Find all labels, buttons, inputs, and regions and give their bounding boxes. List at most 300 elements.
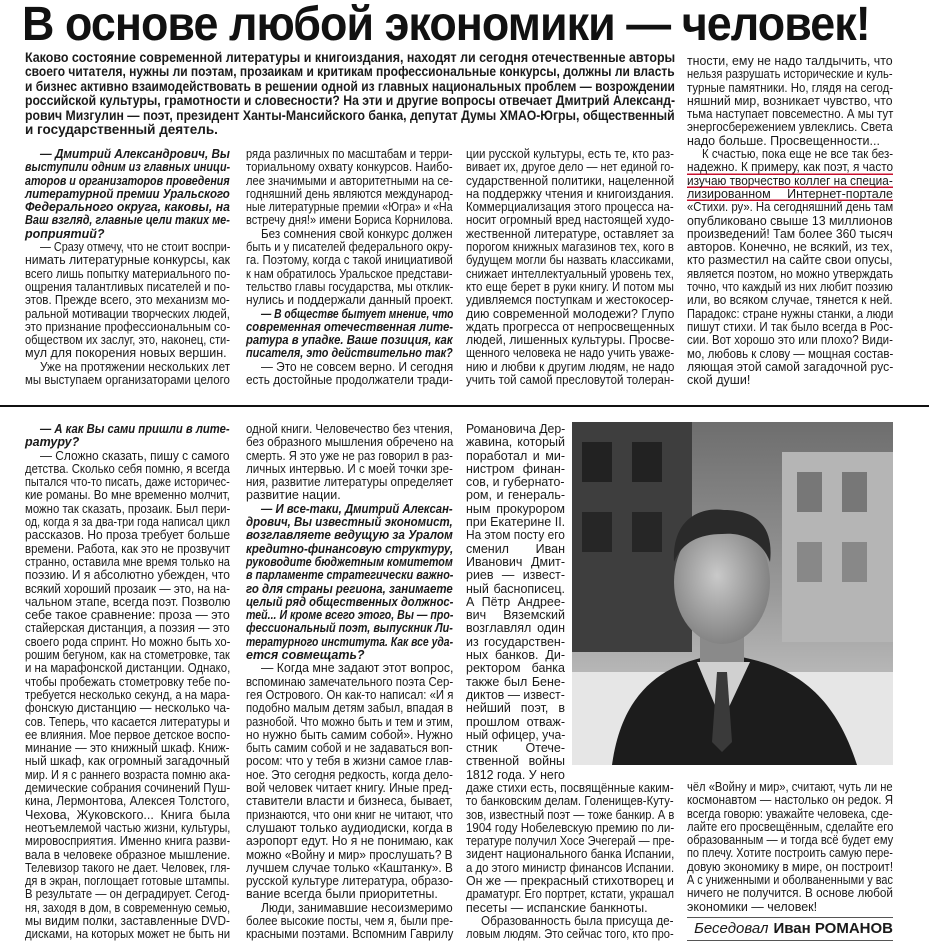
text-line: [687, 874, 893, 887]
text-line: [25, 175, 230, 188]
text-line-content: няшний мир, возникает чувство, что: [687, 93, 893, 108]
text-line: [466, 175, 674, 188]
text-line: [25, 109, 675, 123]
text-line-content: своего читателя, нужны ли поэтам, прозаикам и критикам профессиональные конкурсы, должны ли власть: [25, 64, 675, 80]
text-line: [466, 716, 565, 729]
text-line: [687, 294, 893, 307]
text-line: [466, 201, 674, 214]
text-line-content: произведений! Там более 360 тысяч: [687, 226, 893, 241]
paragraph: [246, 228, 453, 308]
text-line-content: ных банков. Ди-: [466, 648, 565, 663]
text-line: [687, 161, 893, 174]
text-line: [687, 887, 893, 900]
top-column-1: [25, 148, 230, 387]
text-line-content: Он же — прекрасный стихотворец и: [466, 874, 674, 889]
text-line-content: ее влияния. Мое первое детское воспо-: [25, 727, 231, 742]
text-line: [466, 795, 674, 808]
text-line-content: ничего не получится. В основе любой: [687, 886, 893, 901]
text-line: [246, 609, 453, 622]
text-line-content: вивает их, другое дело — нет единой го-: [466, 160, 674, 175]
text-line-content: современная отечественная лите-: [246, 319, 454, 334]
text-line: [246, 516, 453, 529]
text-line: [25, 543, 230, 556]
bottom-column-1: [25, 423, 230, 942]
text-line: [25, 782, 230, 795]
text-line-content: дрович, Вы известный экономист,: [246, 515, 453, 530]
text-line-content: ственной войны: [466, 754, 565, 769]
text-line-content: аторов и организаторов проведения: [25, 173, 230, 188]
text-line-content: поработал и ми-: [466, 448, 565, 463]
text-line-content: ное. Это сегодня редкость, когда дело-: [246, 767, 453, 782]
text-line: [246, 622, 453, 635]
text-line: [246, 822, 453, 835]
text-line-content: тельство главы государства, мы отклик-: [246, 279, 454, 294]
text-line-content: росом: что у тебя в жизни самое глав-: [246, 754, 453, 769]
text-line: [466, 822, 674, 835]
text-line-content: ждать прогресса от непросвещенных: [466, 319, 675, 334]
text-line: [25, 463, 230, 476]
text-line: [25, 609, 230, 622]
text-line: [687, 834, 893, 847]
text-line-content: К счастью, пока еще не все так без-: [702, 147, 894, 162]
text-line-content: мы выступаем организаторами целого: [25, 373, 230, 388]
paragraph: [246, 902, 453, 942]
text-line: [246, 161, 453, 174]
text-line-content: мировосприятия. Именно книга разви-: [25, 834, 231, 849]
text-line-content: ториальному охвату конкурсов. Наибо-: [246, 160, 453, 175]
headline: В основе любой экономики — человек!: [22, 0, 870, 51]
text-line: [25, 148, 230, 161]
text-line: [25, 450, 230, 463]
text-line: [25, 423, 230, 436]
text-line: [466, 374, 674, 387]
text-line-content: дию современной молодежи? Глупо: [466, 306, 675, 321]
text-line: [25, 915, 230, 928]
text-line: [466, 609, 565, 622]
paragraph: [687, 781, 893, 914]
text-line-content: руководите бюджетным комитетом: [246, 554, 453, 569]
text-line-content: 1812 года. У него: [466, 767, 565, 782]
text-line-content: ляющая этой самой загадочной рус-: [687, 359, 894, 374]
text-line: [466, 676, 565, 689]
text-line-content: од, когда я за два-три года написал цикл: [25, 515, 230, 530]
text-line-content: неотъемлемой частью жизни, культуры,: [25, 820, 231, 835]
text-line: [466, 662, 565, 675]
text-line-content: А с униженными и оболваненными у вас: [687, 873, 893, 888]
text-line-content: чёл «Войну и мир», считают, чуть ли не: [687, 780, 893, 794]
text-line-content: разнобой. Что можно быть и тем и этим,: [246, 714, 454, 729]
text-line: [687, 321, 893, 334]
text-line: [246, 676, 453, 689]
text-line: [246, 888, 453, 901]
text-line: [466, 463, 565, 476]
text-line: [466, 862, 674, 875]
text-line: [466, 254, 674, 267]
text-line: [466, 161, 674, 174]
text-line: [466, 241, 674, 254]
question-paragraph: [25, 423, 230, 450]
text-line-content: Телевизор такого не дает. Человек, гля-: [25, 860, 231, 875]
paragraph: [246, 361, 453, 388]
text-line: [25, 769, 230, 782]
text-line: [466, 875, 674, 888]
text-line: [246, 201, 453, 214]
text-line-content: сударственной политики, нацеленной: [466, 173, 675, 188]
text-line: [25, 636, 230, 649]
text-line: [246, 915, 453, 928]
text-line-content: ратуру?: [25, 435, 80, 450]
paragraph: [246, 423, 453, 503]
text-line: [466, 742, 565, 755]
text-line: [466, 423, 565, 436]
text-line-content: есть достойные продолжатели тради-: [246, 373, 453, 388]
text-line-content: жавина, который: [466, 435, 565, 450]
text-line-content: себе такое сравнение: проза — это: [25, 608, 230, 623]
text-line: [246, 636, 453, 649]
text-line: [466, 268, 674, 281]
text-line-content: чтобы пробежать стометровку тебе по-: [25, 674, 231, 689]
text-line-content: щенного человека не надо учить уваже-: [466, 346, 675, 361]
text-line: [25, 755, 230, 768]
text-line-content: российской культуры, грамотности и словесности? На эти и другие вопросы отвечает Дмитрий Александ-: [25, 93, 676, 109]
text-line: [25, 902, 230, 915]
lead-paragraph: [25, 51, 675, 137]
text-line-content: Чехова, Жуковского... Книга была: [25, 807, 230, 822]
text-line-content: — И все-таки, Дмитрий Алексан-: [261, 501, 453, 516]
text-line: [466, 214, 674, 227]
text-line-content: целый ряд общественных должнос-: [246, 594, 454, 609]
paragraph: [25, 51, 675, 137]
text-line-content: будущем могли бы назвать классиками,: [466, 253, 675, 268]
text-line-content: удивляемся поступкам и жестокосер-: [466, 293, 674, 308]
text-line: [25, 241, 230, 254]
text-line: [246, 175, 453, 188]
text-line-content: ральной мотивации творческих людей,: [25, 306, 230, 321]
text-line-content: мо, любовь к слову — мощная состав-: [687, 346, 894, 361]
text-line-content: то банковским делам. Голенищев-Куту-: [466, 794, 674, 809]
text-line-content: из государствен-: [466, 634, 565, 649]
paragraph: [466, 915, 674, 942]
text-line-content: ня, заходя в дом, в современную семью,: [25, 900, 231, 915]
text-line: [466, 928, 674, 941]
text-line-content: ный офицер, уча-: [466, 727, 566, 742]
text-line-content: мы видим полки, заставленные DVD-: [25, 913, 230, 928]
text-line-content: — Когда мне задают этот вопрос,: [261, 661, 454, 676]
text-line-content: к нам обратилось Уральское представи-: [246, 266, 453, 281]
text-line-content: рассказов. Но проза требует больше: [25, 528, 231, 543]
paragraph: [466, 423, 565, 782]
text-line: [687, 348, 893, 361]
text-line-content: экономики — человек!: [687, 899, 818, 914]
text-line-content: точно, что каждый из них любит поэзию: [687, 280, 893, 295]
text-line-content: — Сложно сказать, пишу с самого: [40, 448, 230, 463]
text-line-content: этов. Прежде всего, это механизм мо-: [25, 293, 230, 308]
text-line: [687, 821, 893, 834]
text-line-content: драматург. Его портрет, кстати, украшал: [466, 887, 674, 902]
text-line-content: кто разместил на сайте свои опусы,: [687, 253, 893, 268]
text-line: [246, 489, 453, 502]
text-line-content: возглавляете ведущую за Уралом: [246, 528, 453, 543]
top-column-4: [687, 55, 893, 387]
text-line-content: ратура в упадке. Ваше позиция, как: [246, 333, 453, 348]
text-line-content: ощрения талантливых писателей и по-: [25, 279, 230, 294]
text-line: [25, 65, 675, 79]
text-line: [466, 294, 674, 307]
text-line-content: аэропорт едут. Но я не понимаю, как: [246, 834, 453, 849]
text-line: [25, 80, 675, 94]
text-line-content: сов. Теперь, что касается литературы и: [25, 714, 230, 729]
text-line: [466, 848, 674, 861]
text-line-content: вала в человеке образное мышление.: [25, 847, 231, 862]
text-line-content: А Пётр Андрее-: [466, 594, 565, 609]
text-line: [25, 809, 230, 822]
text-line-content: тности, ему не надо талдычить, что: [687, 54, 893, 68]
text-line: [246, 294, 453, 307]
text-line-content: сов, и губернато-: [466, 475, 565, 490]
text-line-content: нельзя разрушать исторические и куль-: [687, 67, 893, 82]
text-line: [687, 201, 893, 214]
text-line-content: смерть. Я это уже не раз говорил в раз-: [246, 448, 453, 463]
text-line: [246, 742, 453, 755]
text-line-content: Без сомнения свой конкурс должен: [261, 226, 453, 241]
text-line-content: демические собрания сочинений Пуш-: [25, 781, 231, 796]
text-line: [25, 374, 230, 387]
text-line-content: требуется несколько секунд, а на мара-: [25, 687, 230, 702]
text-line: [246, 583, 453, 596]
text-line-content: времени. Работа, как это не прозвучит: [25, 541, 231, 556]
text-line: [466, 556, 565, 569]
byline: [687, 917, 893, 941]
text-line: [246, 436, 453, 449]
text-line-content: ром, и генераль-: [466, 488, 565, 503]
text-line: [687, 901, 893, 914]
text-line: [466, 649, 565, 662]
text-line-content: кина, Лермонтова, Алексея Толстого,: [25, 794, 230, 809]
text-line-content: нейший поэт, в: [466, 701, 565, 716]
text-line-content: вой человек читает книгу. Иные пред-: [246, 781, 453, 796]
text-line: [25, 689, 230, 702]
text-line: [246, 334, 453, 347]
paragraph: [687, 148, 893, 387]
text-line-content: надежно. К примеру, как поэт, я часто: [687, 160, 894, 175]
text-line: [466, 782, 674, 795]
text-line-content: довую экономику в мире, он построит!: [687, 859, 894, 874]
text-line: [687, 241, 893, 254]
text-line-content: Романовича Дер-: [466, 422, 566, 436]
text-line-content: сменил Иван: [466, 541, 565, 556]
text-line: [687, 808, 893, 821]
text-line: [466, 228, 674, 241]
text-line-content: надо больше. Просвещенности...: [687, 133, 880, 148]
text-line: [466, 902, 674, 915]
text-line: [246, 254, 453, 267]
text-line-content: нистром финан-: [466, 461, 565, 476]
text-line-content: риев — извест-: [466, 568, 565, 583]
text-line: [466, 347, 674, 360]
text-line: [687, 148, 893, 161]
text-line-content: рович Мизгулин — поэт, президент Ханты-Мансийского банка, депутат Думы ХМАО-Югры, общественный: [25, 107, 675, 123]
text-line: [25, 516, 230, 529]
text-line: [466, 476, 565, 489]
text-line-content: даже стихи есть, посвящённые каким-: [466, 781, 674, 795]
text-line: [466, 583, 565, 596]
text-line-content: чальном этапе, всегда поэт. Позволю: [25, 594, 231, 609]
text-line-content: мир. И я с раннего возраста помню ака-: [25, 767, 231, 782]
paragraph: [25, 450, 230, 942]
text-line: [466, 755, 565, 768]
text-line-content: учить той самой пресловутой толеран-: [466, 373, 675, 388]
text-line-content: выступили одним из главных иници-: [25, 160, 231, 175]
text-line-content: более высокие посты, чем я, были пре-: [246, 913, 453, 928]
text-line: [687, 188, 893, 201]
text-line: [246, 361, 453, 374]
text-line-content: но нужно быть самим собой». Нужно: [246, 727, 453, 742]
paragraph: [25, 241, 230, 361]
text-line-content: ется совмещать?: [246, 648, 365, 663]
text-line: [25, 334, 230, 347]
text-line-content: нулись и поддержали данный проект.: [246, 293, 454, 308]
byline-author: Иван РОМАНОВ: [773, 920, 893, 937]
text-line: [246, 875, 453, 888]
text-line: [687, 95, 893, 108]
text-line-content: сии. Вот хорошо это или плохо? Види-: [687, 333, 893, 348]
text-line: [246, 308, 453, 321]
text-line: [246, 214, 453, 227]
text-line-content: нию и любви к другим людям, не надо: [466, 359, 675, 374]
text-line-content: ным прокурором: [466, 501, 565, 516]
text-line: [25, 254, 230, 267]
text-line: [246, 782, 453, 795]
text-line: [246, 321, 453, 334]
text-line: [246, 662, 453, 675]
text-line-content: ции русской культуры, есть те, кто раз-: [466, 147, 674, 161]
text-line: [466, 281, 674, 294]
text-line: [25, 281, 230, 294]
text-line: [246, 569, 453, 582]
text-line: [25, 94, 675, 108]
text-line-content: фонскую дистанцию — несколько ча-: [25, 701, 230, 716]
text-line: [246, 689, 453, 702]
text-line: [246, 849, 453, 862]
text-line: [687, 861, 893, 874]
text-line-content: всякий хороший прозаик — это, на на-: [25, 581, 230, 596]
text-line: [466, 321, 674, 334]
text-line: [25, 321, 230, 334]
text-line-content: ные литературные премии «Югра» и «На: [246, 200, 453, 215]
paragraph: [466, 148, 674, 387]
text-line: [246, 795, 453, 808]
text-line: [246, 755, 453, 768]
text-line: [246, 374, 453, 387]
text-line-content: быть и у писателей федерального окру-: [246, 240, 453, 255]
text-line-content: ния, развитие литературы определяет: [246, 475, 454, 490]
text-line-content: можно так сказать, прозаик. Был пери-: [25, 501, 231, 516]
text-line-content: тей... И кроме всего этого, Вы — про-: [246, 608, 454, 623]
text-line-content: — Дмитрий Александрович, Вы: [40, 147, 230, 161]
text-line: [25, 294, 230, 307]
text-line-content: быть самим собой и не задаваться воп-: [246, 741, 453, 756]
text-line: [246, 835, 453, 848]
text-line-content: лучшем случае только «Каштанку». В: [246, 860, 453, 875]
text-line: [466, 503, 565, 516]
text-line-content: тературе получил Хосе Эчегерай — пре-: [466, 834, 675, 849]
text-line: [466, 361, 674, 374]
text-line: [25, 214, 230, 227]
text-line: [687, 228, 893, 241]
text-line-content: тературного института. Как все уда-: [246, 634, 454, 649]
text-line: [466, 516, 565, 529]
text-line-content: образованным — и тогда всё будет ему: [687, 833, 894, 848]
text-line-content: поэзию. И я абсолютно убежден, что: [25, 568, 230, 583]
paragraph: [687, 55, 893, 148]
text-line-content: своего рода спринт. Но можно быть хо-: [25, 634, 231, 649]
text-line-content: является поэтом, но можно утверждать: [687, 266, 894, 281]
text-line-content: ректором банка: [466, 661, 565, 676]
text-line: [25, 716, 230, 729]
question-paragraph: [246, 503, 453, 663]
text-line: [687, 82, 893, 95]
text-line-content: это признание профессиональным со-: [25, 319, 231, 334]
paragraph: [246, 662, 453, 901]
bottom-column-4: [687, 781, 893, 914]
text-line-content: В результате — он деградирует. Сегод-: [25, 887, 230, 902]
text-line: [687, 374, 893, 387]
text-line: [687, 781, 893, 794]
text-line: [25, 228, 230, 241]
text-line-content: признаются, что они книг не читают, что: [246, 807, 453, 822]
text-line-content: людей, лишенных культуры. Просве-: [466, 333, 675, 348]
text-line: [246, 556, 453, 569]
text-line: [246, 902, 453, 915]
text-line: [25, 556, 230, 569]
text-line: [25, 835, 230, 848]
text-line-content: — А как Вы сами пришли в лите-: [40, 422, 230, 436]
text-line: [466, 529, 565, 542]
text-line-content: космонавтом — настолько он редок. Я: [687, 793, 894, 808]
text-line-content: и государственный деятель.: [25, 121, 218, 137]
text-line-content: роприятий?: [25, 226, 105, 241]
text-line-content: детства. Сколько себя помню, я всегда: [25, 461, 230, 476]
text-line: [246, 503, 453, 516]
text-line-content: пишут стихи. И так было всегда в Рос-: [687, 319, 893, 334]
text-line-content: пытался что-то писать, даже историчес-: [25, 475, 230, 490]
text-line-content: кто еще берет в руки книгу. И потом мы: [466, 279, 674, 294]
text-line: [466, 915, 674, 928]
text-line-content: лайте его просвещённым, сделайте его: [687, 819, 894, 834]
text-line: [246, 228, 453, 241]
text-line: [25, 729, 230, 742]
text-line-content: также был Бене-: [466, 674, 565, 689]
text-line-content: лизированном Интернет-портале: [687, 186, 893, 201]
text-line: [246, 769, 453, 782]
text-line: [687, 55, 893, 68]
text-line-content: одной книги. Человечество без чтения,: [246, 422, 453, 436]
text-line: [246, 188, 453, 201]
text-line: [25, 503, 230, 516]
text-line-content: Иванович Дмит-: [466, 554, 565, 569]
text-line-content: слушают только аудиодиски, когда в: [246, 820, 453, 835]
section-divider: [0, 405, 929, 407]
byline-label: Беседовал: [694, 920, 769, 937]
text-line-content: обществом их заслуг, это, наконец, сти-: [25, 333, 230, 348]
text-line: [25, 862, 230, 875]
text-line-content: — Сразу отмечу, что не стоит воспри-: [40, 240, 231, 255]
text-line: [25, 676, 230, 689]
text-line: [466, 729, 565, 742]
text-line: [687, 268, 893, 281]
text-line: [687, 215, 893, 228]
text-line: [246, 241, 453, 254]
